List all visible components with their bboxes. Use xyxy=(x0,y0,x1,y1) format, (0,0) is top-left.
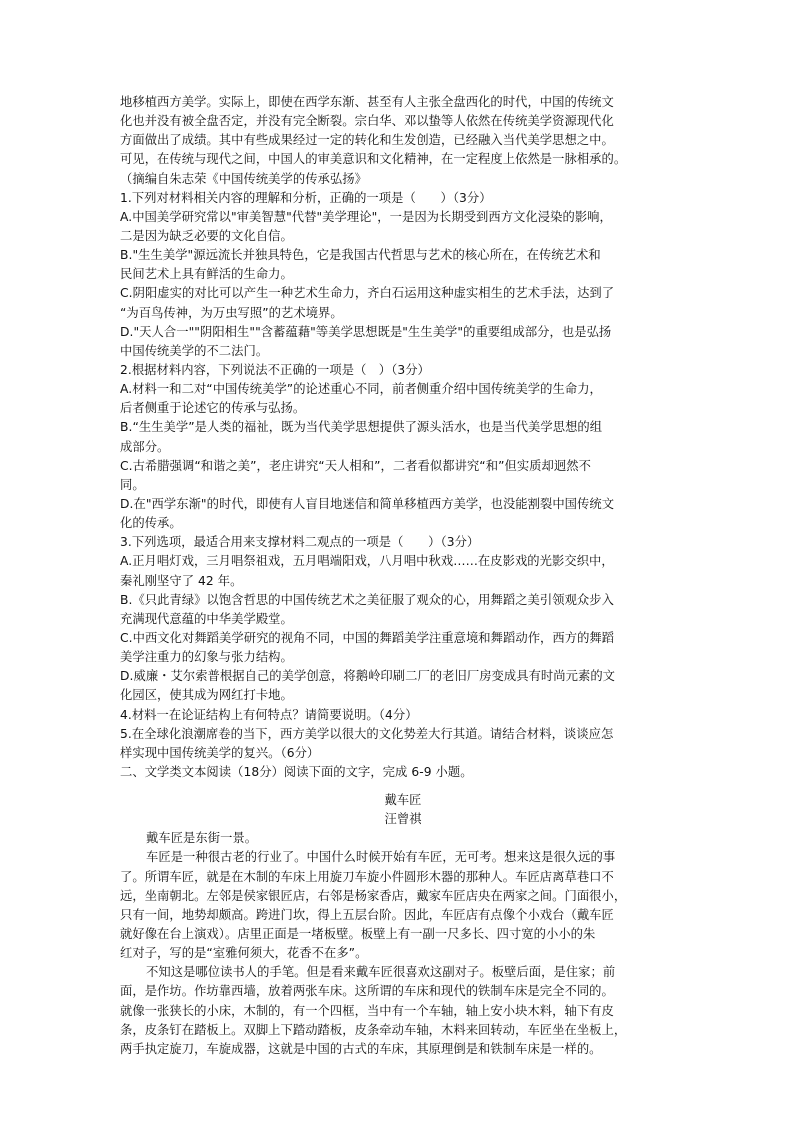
question-text: 样实现中国传统美学的复兴。（6分） xyxy=(120,745,320,760)
text-line: 地移植西方美学。实际上，即使在西学东渐、甚至有人主张全盘西化的时代，中国的传统文 xyxy=(120,95,614,109)
story-title: 戴车匠 xyxy=(384,793,422,808)
paragraph-line: 戴车匠是东街一景。 xyxy=(146,831,258,846)
text-line: 化也并没有被全盘否定，并没有完全断裂。宗白华、邓以蛰等人依然在传统美学资源现代化 xyxy=(120,114,614,129)
option-text: 民间艺术上具有鲜活的生命力。 xyxy=(120,267,293,282)
question-1: 1.下列对材料相关内容的理解和分析，正确的一项是（ ）（3分） xyxy=(120,190,492,205)
option-text: C.古希腊强调“和谐之美”，老庄讲究“天人相和”，二者看似都讲究“和”但实质却迥然不 xyxy=(120,458,591,473)
option-text: A.正月唱灯戏，三月唱祭祖戏，五月唱端阳戏，八月唱中秋戏……在皮影戏的光影交织中， xyxy=(120,554,614,569)
paragraph-line: 红对子，写的是“室雅何须大，花香不在多”。 xyxy=(120,946,368,961)
option-text: B.“生生美学”是人类的福祉，既为当代美学思想提供了源头活水，也是当代美学思想的组 xyxy=(120,420,603,435)
spacer xyxy=(120,782,686,791)
option-text: 充满现代意蕴的中华美学殿堂。 xyxy=(120,611,293,626)
option-text: D.威廉・艾尔索普根据自己的美学创意，将鹅岭印刷二厂的老旧厂房变成具有时尚元素的文 xyxy=(120,669,616,684)
option-text: A.中国美学研究常以"审美智慧"代替"美学理论"，一是因为长期受到西方文化浸染的影响， xyxy=(120,209,612,224)
story-author: 汪曾祺 xyxy=(384,812,422,827)
option-text: 二是因为缺乏必要的文化自信。 xyxy=(120,228,293,243)
option-text: 后者侧重于论述它的传承与弘扬。 xyxy=(120,401,306,416)
question-5: 5.在全球化浪潮席卷的当下，西方美学以很大的文化势差大行其道。请结合材料，谈谈应怎 xyxy=(120,726,614,741)
option-text: B."生生美学"源远流长并独具特色，它是我国古代哲思与艺术的核心所在，在传统艺术和 xyxy=(120,248,601,263)
paragraph-line: 两手执定旋刀，车旋成器，这就是中国的古式的车床，其原理倒是和铁制车床是一样的。 xyxy=(120,1041,602,1056)
option-text: 化的传承。 xyxy=(120,516,182,531)
option-text: C.阴阳虚实的对比可以产生一种艺术生命力，齐白石运用这种虚实相生的艺术手法，达到了 xyxy=(120,286,615,301)
question-2: 2.根据材料内容，下列说法不正确的一项是（ ）（3分） xyxy=(120,362,430,377)
question-3: 3.下列选项，最适合用来支撑材料二观点的一项是（ ）（3分） xyxy=(120,535,480,550)
option-text: D.在"西学东渐"的时代，即使有人盲目地迷信和简单移植西方美学，也没能割裂中国传统文 xyxy=(120,496,615,511)
paragraph-line: 远，坐南朝北。左邻是侯家银匠店，右邻是杨家香店，戴家车匠店央在两家之间。门面很小， xyxy=(120,888,627,903)
paragraph-line: 就好像在台上演戏）。店里正面是一堵板壁。板壁上有一副一尺多长、四寸宽的小小的朱 xyxy=(120,927,596,942)
option-text: B.《只此青绿》以饱含哲思的中国传统艺术之美征服了观众的心，用舞蹈之美引领观众步入 xyxy=(120,592,614,607)
paragraph-line: 面，是作坊。作坊靠西墙，放着两张车床。这所谓的车床和现代的铁制车床是完全不同的。 xyxy=(120,984,614,999)
option-text: 同。 xyxy=(120,477,145,492)
option-text: D."天人合一""阴阳相生""含蓄蕴藉"等美学思想既是"生生美学"的重要组成部分，也是弘扬 xyxy=(120,324,612,339)
option-text: C.中西文化对舞蹈美学研究的视角不同，中国的舞蹈美学注重意境和舞蹈动作，西方的舞蹈 xyxy=(120,630,615,645)
option-text: 中国传统美学的不二法门。 xyxy=(120,343,269,358)
paragraph-line: 了。所谓车匠，就是在木制的车床上用旋刀车旋小件圆形木器的那种人。车匠店离草巷口不 xyxy=(120,869,614,884)
text-line: 可见，在传统与现代之间，中国人的审美意识和文化精神，在一定程度上依然是一脉相承的。 xyxy=(120,152,627,167)
option-text: 化园区，使其成为网红打卡地。 xyxy=(120,688,293,703)
paragraph-line: 条，皮条钉在踏板上。双脚上下踏动踏板，皮条牵动车轴，木料来回转动，车匠坐在坐板上， xyxy=(120,1022,627,1037)
option-text: A.材料一和二对“中国传统美学”的论述重心不同，前者侧重介绍中国传统美学的生命力， xyxy=(120,382,602,397)
paragraph-line: 只有一间，地势却颇高。跨进门坎，得上五层台阶。因此，车匠店有点像个小戏台（戴车匠 xyxy=(120,907,614,922)
option-text: 成部分。 xyxy=(120,439,170,454)
text-line: 方面做出了成绩。其中有些成果经过一定的转化和生发创造，已经融入当代美学思想之中。 xyxy=(120,133,614,148)
paragraph-line: 车匠是一种很古老的行业了。中国什么时候开始有车匠，无可考。想来这是很久远的事 xyxy=(146,850,616,865)
paragraph-line: 就像一张狭长的小床，木制的，有一个四框，当中有一个车轴，轴上安小块木料，轴下有皮 xyxy=(120,1003,614,1018)
question-4: 4.材料一在论证结构上有何特点？请简要说明。（4分） xyxy=(120,707,418,722)
option-text: “为百鸟传神，为万虫写照”的艺术境界。 xyxy=(120,305,343,320)
section-heading: 二、文学类文本阅读（18分）阅读下面的文字，完成 6-9 小题。 xyxy=(120,764,473,779)
paragraph-line: 不知这是哪位读书人的手笔。但是看来戴车匠很喜欢这副对子。板壁后面，是住家；前 xyxy=(146,965,616,980)
source-citation: （摘编自朱志荣《中国传统美学的传承弘扬》 xyxy=(120,171,367,186)
option-text: 秦礼刚坚守了 42 年。 xyxy=(120,573,243,588)
document-body xyxy=(120,93,686,1059)
option-text: 美学注重力的幻象与张力结构。 xyxy=(120,650,293,665)
